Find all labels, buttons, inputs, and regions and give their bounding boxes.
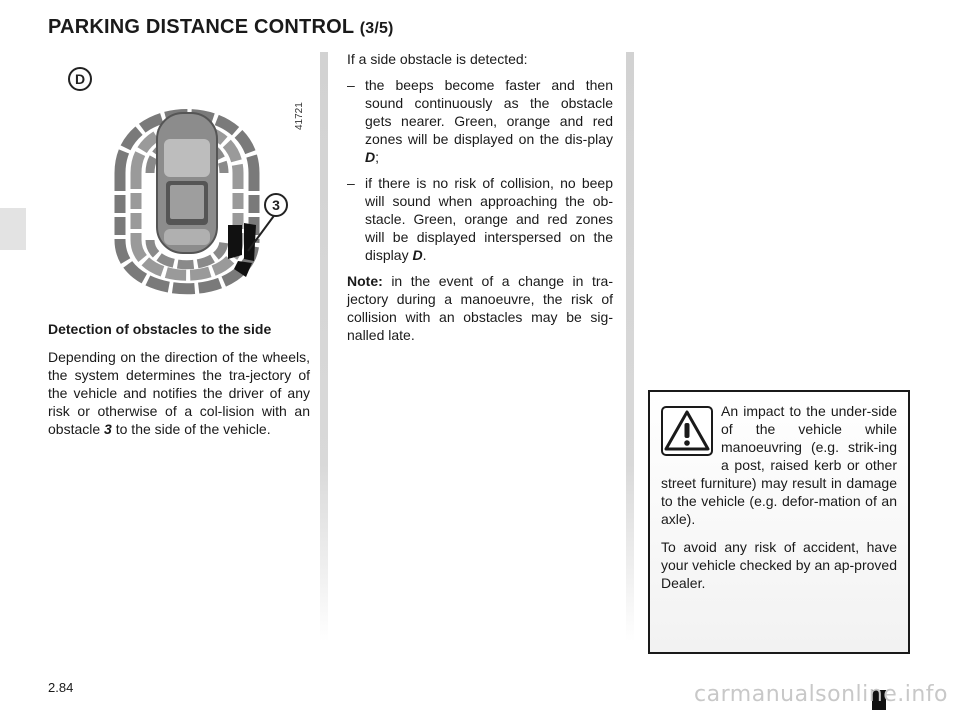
bullet-item	[347, 174, 613, 264]
figure-code: 41721	[294, 102, 305, 130]
title-part: (3/5)	[359, 20, 394, 37]
obstacle-reference: 3	[104, 421, 112, 437]
page-number: 2.84	[48, 680, 74, 695]
title-main: PARKING DISTANCE CONTROL	[48, 16, 354, 38]
note-text: in the event of a change in tra-jectory during a manoeuvre, the risk of collision with an obstacles may be sig-nalled late.	[347, 273, 613, 343]
warning-paragraph-1: An impact to the under-side of the vehicle while manoeuvring (e.g. strik-ing a post, raised kerb or other street furniture) may result in damage to the vehicle (e.g. defor-mation of an axle).	[661, 403, 897, 527]
section-heading: Detection of obstacles to the side	[48, 321, 272, 337]
bullet-text	[365, 76, 613, 166]
note-paragraph	[347, 272, 613, 344]
display-reference: D	[365, 149, 376, 165]
bullet-text-start: the beeps become faster and then sound continuously as the obstacle gets nearer. Green, orange and red zones will be displayed on the dis-play	[365, 77, 613, 147]
bullet-dash: –	[347, 175, 355, 191]
obstacle-label-text: 3	[272, 197, 280, 213]
bullet-item	[347, 76, 613, 166]
paragraph-text-end: to the side of the vehicle.	[111, 421, 271, 437]
section-paragraph	[48, 348, 310, 438]
warning-paragraph-2: To avoid any risk of accident, have your vehicle checked by an ap-proved Dealer.	[661, 539, 897, 591]
bullet-text	[365, 174, 613, 264]
note-label: Note:	[347, 273, 383, 289]
car-top-view	[157, 113, 217, 253]
active-side-zone	[228, 223, 256, 277]
warning-triangle-icon	[661, 406, 713, 456]
paragraph-text-start: Depending on the direction of the wheels, the system determines the tra-jectory of the vehicle and notifies the driver of any risk or otherwise of a col-lision with an obstacle	[48, 349, 310, 437]
bullet-text-end: .	[422, 247, 427, 263]
parking-display-illustration	[62, 55, 312, 315]
parking-display-figure	[62, 55, 312, 315]
display-label-text: D	[74, 71, 86, 87]
right-column-text	[347, 50, 613, 352]
bullet-text-start: if there is no risk of collision, no beep will sound when approaching the ob-stacle. Green, orange and red zones will be displayed interspersed on the display	[365, 175, 613, 263]
page-title	[48, 16, 394, 39]
warning-box	[648, 390, 910, 654]
column-divider-right	[626, 52, 634, 642]
intro-text: If a side obstacle is detected:	[347, 51, 528, 67]
watermark: carmanualsonline.info	[694, 682, 948, 707]
bullet-text-end: ;	[375, 149, 380, 165]
bullet-dash: –	[347, 77, 355, 93]
left-column-text	[48, 320, 310, 438]
display-reference: D	[412, 247, 423, 263]
chapter-tab	[0, 208, 26, 250]
column-divider-left	[320, 52, 328, 642]
